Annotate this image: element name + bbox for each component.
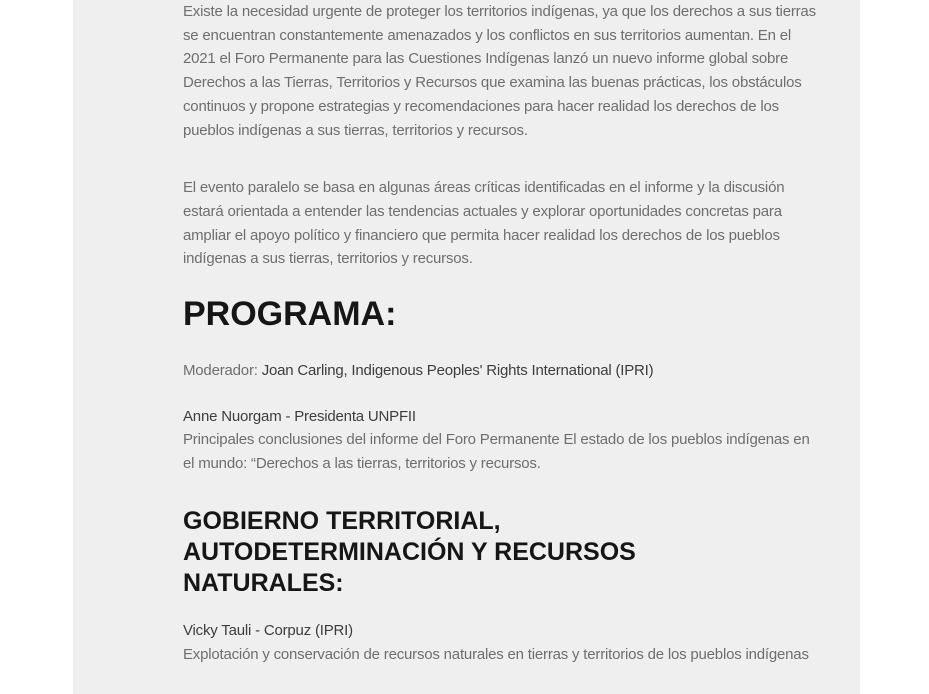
section-heading: GOBIERNO TERRITORIAL, AUTODETERMINACIÓN Y RECURSOS NATURALES: — [183, 506, 636, 597]
content-panel — [73, 0, 860, 694]
intro-paragraph-1: Existe la necesidad urgente de proteger los territorios indígenas, ya que los derechos a sus tierras se encuentran constantemente amenazados y los conflictos en sus territorios aumentan. En el 2021 el Foro Permanente para las Cuestiones Indígenas lanzó un nuevo informe global sobre Derechos a las Tierras, Territorios y Recursos que examina las buenas prácticas, los obstáculos continuos y propone estrategias y recomendaciones para hacer realidad los derechos de los pueblos indígenas a sus tierras, territorios y recursos. — [183, 3, 816, 139]
speaker-name: Anne Nuorgam - Presidenta UNPFII — [183, 407, 416, 425]
content-column — [183, 0, 823, 666]
moderator-label: Moderador: — [183, 362, 262, 380]
moderator-line — [183, 359, 823, 383]
program-heading: PROGRAMA: — [183, 295, 397, 334]
session-description: Principales conclusiones del informe del Foro Permanente El estado de los pueblos indígenas en el mundo: “Derechos a las tierras, territorios y recursos. — [183, 431, 810, 473]
session-description: Explotación y conservación de recursos naturales en tierras y territorios de los pueblos indígenas — [183, 645, 809, 663]
speaker-name: Vicky Tauli - Corpuz (IPRI) — [183, 621, 353, 639]
moderator-name: Joan Carling, Indigenous Peoples' Rights International (IPRI) — [261, 362, 654, 380]
session-item — [183, 405, 823, 476]
session-item — [183, 619, 823, 666]
intro-paragraph-2: El evento paralelo se basa en algunas áreas críticas identificadas en el informe y la discusión estará orientada a entender las tendencias actuales y explorar oportunidades concretas para ampliar el apoyo político y financiero que permita hacer realidad los derechos de los pueblos indígenas a sus tierras, territorios y recursos. — [183, 179, 785, 268]
